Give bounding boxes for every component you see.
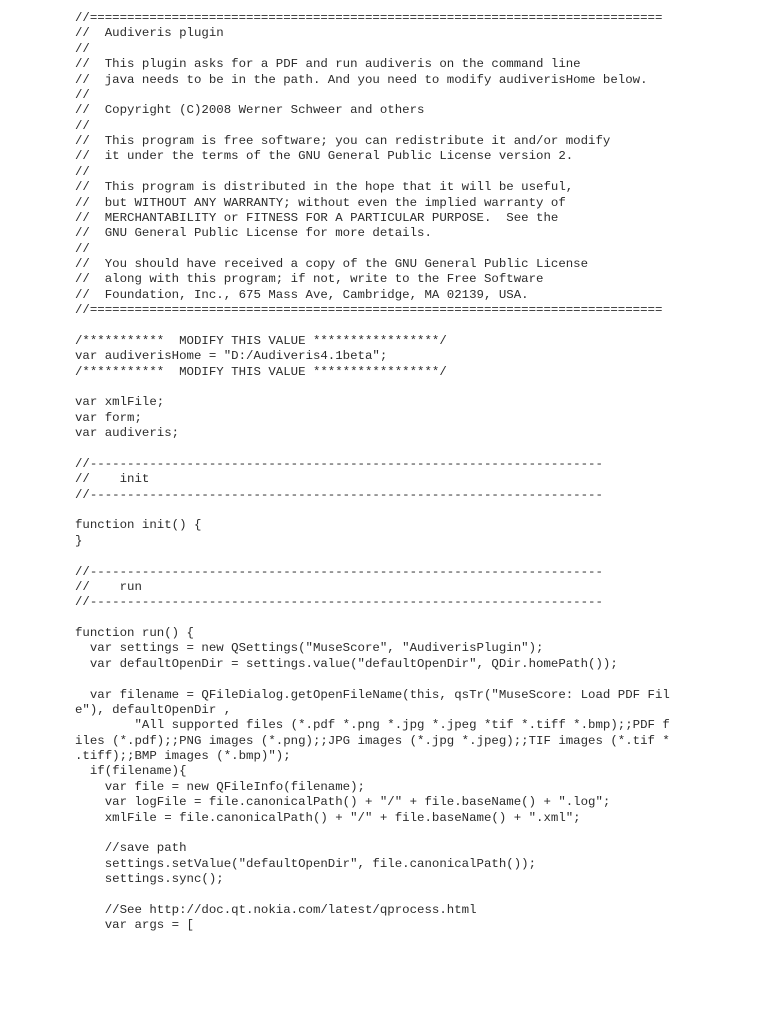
code-line: function init() { — [75, 518, 202, 533]
code-line: settings.setValue("defaultOpenDir", file.canonicalPath()); — [75, 856, 537, 871]
code-line: "All supported files (*.pdf *.png *.jpg *.jpeg *tif *.tiff *.bmp);;PDF f — [75, 718, 670, 733]
code-line — [75, 672, 755, 687]
code-line — [75, 319, 755, 334]
code-line: //save path — [75, 841, 187, 856]
code-line: .tiff);;BMP images (*.bmp)"); — [75, 749, 291, 763]
code-line: } — [75, 533, 83, 548]
code-line: var filename = QFileDialog.getOpenFileName(this, qsTr("MuseScore: Load PDF Fil — [75, 687, 670, 702]
code-line: var xmlFile; — [75, 395, 165, 410]
code-line: // Copyright (C)2008 Werner Schweer and others — [75, 103, 425, 118]
code-line — [75, 887, 755, 902]
code-line: // along with this program; if not, write to the Free Software — [75, 272, 544, 287]
code-line: // init — [75, 472, 150, 487]
code-line: // but WITHOUT ANY WARRANTY; without even the implied warranty of — [75, 195, 566, 210]
code-line: // — [75, 118, 90, 133]
code-line: xmlFile = file.canonicalPath() + "/" + file.baseName() + ".xml"; — [75, 810, 581, 825]
code-line: var settings = new QSettings("MuseScore", "AudiverisPlugin"); — [75, 641, 544, 656]
code-line — [75, 826, 755, 841]
code-line: //============================================================================= — [75, 303, 663, 318]
code-line — [75, 611, 755, 626]
code-line: //--------------------------------------------------------------------- — [75, 564, 603, 579]
code-line — [75, 503, 755, 518]
code-line: // This program is distributed in the hope that it will be useful, — [75, 180, 574, 195]
code-line: var audiverisHome = "D:/Audiveris4.1beta"; — [75, 349, 388, 364]
code-line: //--------------------------------------------------------------------- — [75, 595, 603, 610]
code-line: // — [75, 241, 90, 256]
code-line: // MERCHANTABILITY or FITNESS FOR A PARTICULAR PURPOSE. See the — [75, 210, 559, 225]
code-line — [75, 549, 755, 564]
code-line: // Audiveris plugin — [75, 26, 224, 41]
code-line: // — [75, 41, 90, 56]
code-line: e"), defaultOpenDir , — [75, 702, 232, 717]
code-line: var defaultOpenDir = settings.value("defaultOpenDir", QDir.homePath()); — [75, 656, 618, 671]
code-line: // GNU General Public License for more details. — [75, 226, 432, 241]
code-line: // — [75, 164, 90, 179]
code-line: if(filename){ — [75, 764, 187, 779]
code-line: var logFile = file.canonicalPath() + "/" + file.baseName() + ".log"; — [75, 795, 611, 810]
code-line: // — [75, 87, 90, 102]
source-code-listing — [75, 11, 755, 934]
code-line: var args = [ — [75, 918, 194, 933]
code-line: var audiveris; — [75, 426, 180, 441]
code-line: // Foundation, Inc., 675 Mass Ave, Cambridge, MA 02139, USA. — [75, 287, 529, 302]
code-line: var file = new QFileInfo(filename); — [75, 779, 365, 794]
code-line — [75, 380, 755, 395]
code-line: iles (*.pdf);;PNG images (*.png);;JPG images (*.jpg *.jpeg);;TIF images (*.tif * — [75, 733, 670, 748]
code-line: // You should have received a copy of the GNU General Public License — [75, 257, 589, 271]
code-line: //See http://doc.qt.nokia.com/latest/qprocess.html — [75, 902, 477, 917]
code-line: var form; — [75, 410, 142, 425]
code-line — [75, 442, 755, 457]
code-line: settings.sync(); — [75, 872, 224, 886]
code-line: // This program is free software; you can redistribute it and/or modify — [75, 134, 611, 148]
code-line: // run — [75, 579, 142, 594]
code-line: // java needs to be in the path. And you need to modify audiverisHome below. — [75, 72, 648, 87]
code-line: /*********** MODIFY THIS VALUE *****************/ — [75, 333, 447, 348]
code-line: //--------------------------------------------------------------------- — [75, 456, 603, 471]
code-line: //--------------------------------------------------------------------- — [75, 487, 603, 502]
code-line: //============================================================================= — [75, 11, 663, 25]
code-line: /*********** MODIFY THIS VALUE *****************/ — [75, 364, 447, 379]
code-line: function run() { — [75, 626, 194, 640]
code-line: // it under the terms of the GNU General Public License version 2. — [75, 149, 574, 164]
code-line: // This plugin asks for a PDF and run audiveris on the command line — [75, 57, 581, 72]
